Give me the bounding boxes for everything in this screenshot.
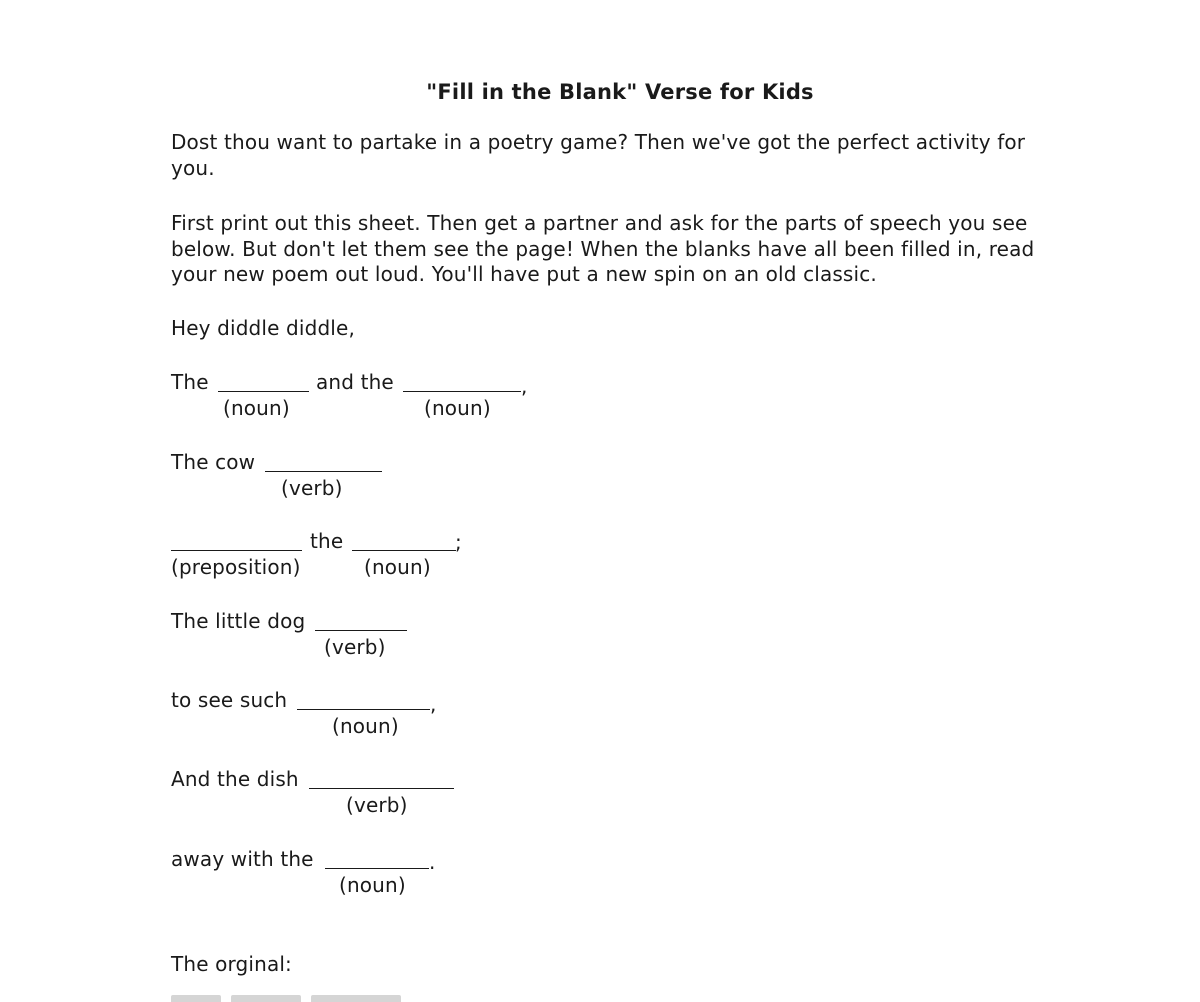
line2-word-the-cow: The cow (171, 450, 256, 474)
line5-word-to-see-such: to see such (171, 688, 288, 712)
line1-label-noun-1: (noun) (223, 396, 290, 420)
line1-punct: , (521, 374, 528, 398)
line4-label-verb: (verb) (324, 635, 386, 659)
line2-blank-1 (265, 471, 382, 472)
line1-label-noun-2: (noun) (424, 396, 491, 420)
line3-word-the: the (310, 529, 344, 553)
line1-blank-1 (218, 391, 309, 392)
page-title: "Fill in the Blank" Verse for Kids (426, 80, 814, 104)
line6-label-verb: (verb) (346, 793, 408, 817)
line5-label-noun: (noun) (332, 714, 399, 738)
line4-word-the-little-dog: The little dog (171, 609, 306, 633)
instructions-paragraph: First print out this sheet. Then get a partner and ask for the parts of speech you see below. But don't let them see the page! When the blanks have all been filled in, read your new poem out loud. You'll have put a new spin on an old classic. (171, 211, 1035, 286)
line7-blank-1 (325, 868, 429, 869)
line3-punct: ; (455, 530, 462, 554)
line6-blank-1 (309, 788, 454, 789)
line4-blank-1 (315, 630, 407, 631)
line5-blank-1 (297, 709, 430, 710)
line2-label-verb: (verb) (281, 476, 343, 500)
cutoff-text-fragment (171, 990, 441, 1002)
line7-word-away-with-the: away with the (171, 847, 314, 871)
line3-label-preposition: (preposition) (171, 555, 301, 579)
line1-word-the: The (171, 370, 209, 394)
line6-word-and-the-dish: And the dish (171, 767, 299, 791)
line1-blank-2 (403, 391, 521, 392)
poem-opening-line: Hey diddle diddle, (171, 316, 355, 340)
line7-label-noun: (noun) (339, 873, 406, 897)
line3-blank-2 (352, 550, 456, 551)
line3-label-noun: (noun) (364, 555, 431, 579)
original-heading: The orginal: (171, 952, 292, 976)
line1-word-and-the: and the (316, 370, 394, 394)
line7-punct: . (429, 850, 436, 874)
intro-paragraph: Dost thou want to partake in a poetry game? Then we've got the perfect activity for you. (171, 130, 1026, 180)
line5-punct: , (430, 692, 437, 716)
line3-blank-1 (171, 550, 302, 551)
